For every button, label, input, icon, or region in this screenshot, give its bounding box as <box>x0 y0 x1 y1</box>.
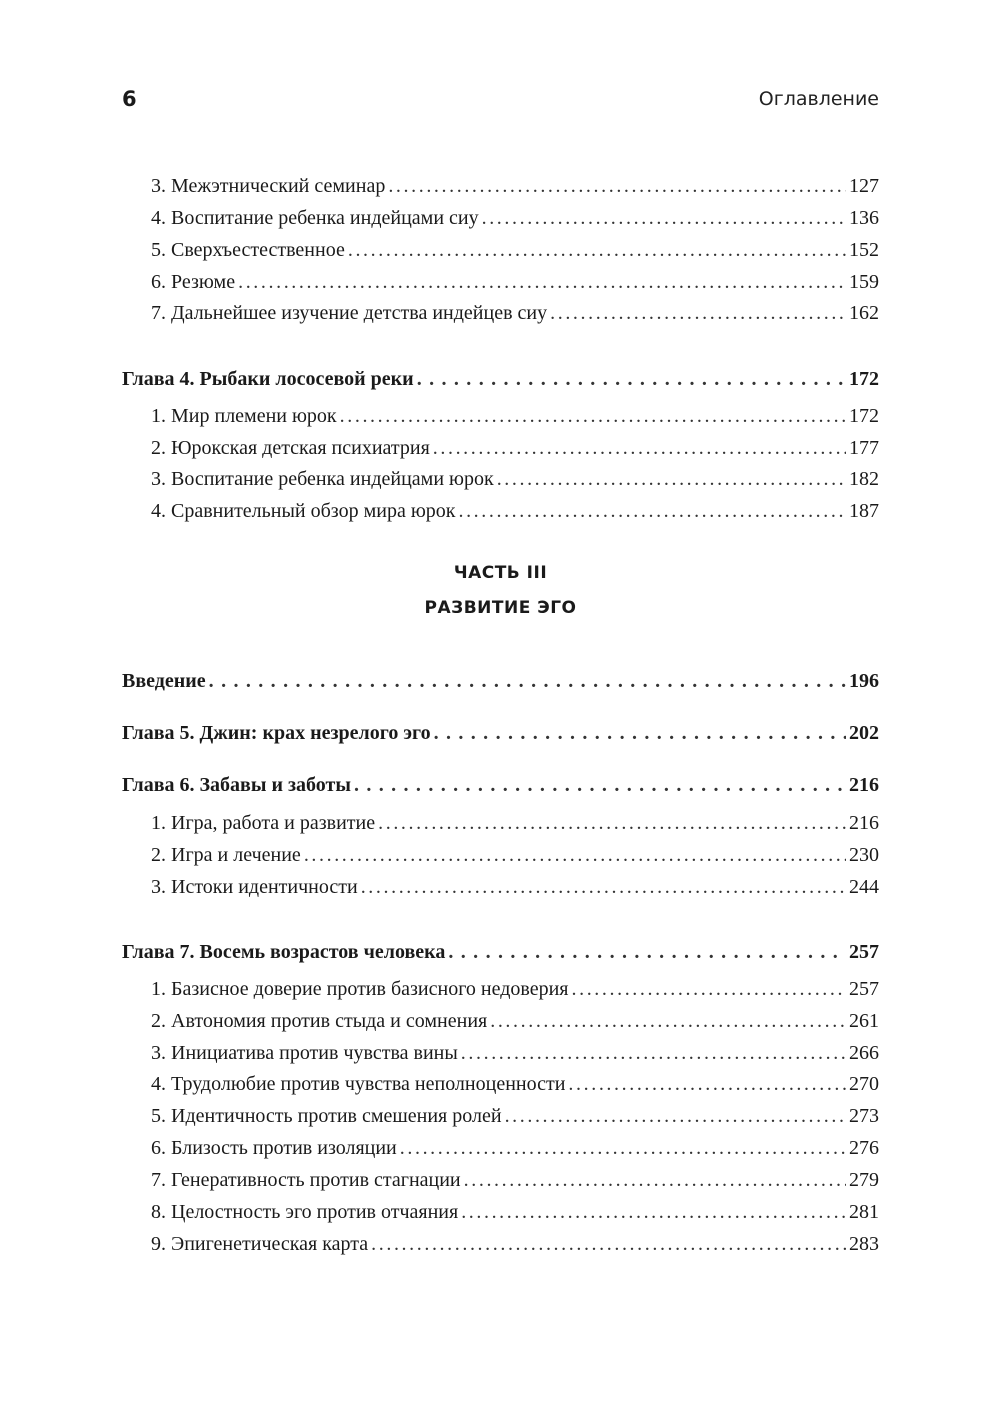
toc-entry-title: 1. Мир племени юрок <box>151 405 337 427</box>
dot-leader <box>464 1165 846 1195</box>
dot-leader <box>490 1006 846 1036</box>
toc-entry-title: 6. Резюме <box>151 271 236 293</box>
toc-introduction[interactable] <box>122 666 879 696</box>
dot-leader <box>417 364 846 394</box>
dot-leader <box>209 666 846 696</box>
toc-entry-title: 3. Истоки идентичности <box>151 876 358 898</box>
toc-entry-title: 1. Игра, работа и развитие <box>151 812 376 834</box>
dot-leader <box>448 937 846 967</box>
toc-entry-page: 136 <box>849 207 879 229</box>
toc-entry-page: 276 <box>849 1137 879 1159</box>
toc-chapter-title: Глава 7. Восемь возрастов человека <box>122 941 446 963</box>
dot-leader <box>361 872 846 902</box>
toc-entry-page: 187 <box>849 500 879 522</box>
toc-entry-page: 273 <box>849 1105 879 1127</box>
toc-entry-title: 2. Юрокская детская психиатрия <box>151 437 430 459</box>
toc-entry[interactable] <box>122 1006 879 1036</box>
toc-entry[interactable] <box>122 1197 879 1227</box>
dot-leader <box>304 840 846 870</box>
toc-entry-page: 244 <box>849 876 879 898</box>
toc-entry-title: 3. Инициатива против чувства вины <box>151 1042 458 1064</box>
toc-entry-page: 257 <box>849 978 879 1000</box>
toc-entry-title: 4. Трудолюбие против чувства неполноценности <box>151 1073 566 1095</box>
toc-entry-page: 127 <box>849 175 879 197</box>
dot-leader <box>400 1133 846 1163</box>
dot-leader <box>433 433 846 463</box>
toc-chapter-7[interactable] <box>122 937 879 967</box>
toc-entry-title: 1. Базисное доверие против базисного недоверия <box>151 978 569 1000</box>
toc-chapter-title: Глава 4. Рыбаки лососевой реки <box>122 368 414 390</box>
toc-chapter-page: 257 <box>849 941 879 963</box>
toc-entry[interactable] <box>122 433 879 463</box>
toc-entry-page: 281 <box>849 1201 879 1223</box>
dot-leader <box>354 770 846 800</box>
toc-entry-page: 172 <box>849 405 879 427</box>
toc-entry[interactable] <box>122 496 879 526</box>
toc-entry-title: 7. Дальнейшее изучение детства индейцев сиу <box>151 302 548 324</box>
dot-leader <box>505 1101 846 1131</box>
toc-entry[interactable] <box>122 267 879 297</box>
toc-entry[interactable] <box>122 171 879 201</box>
toc-entry-title: 8. Целостность эго против отчаяния <box>151 1201 459 1223</box>
dot-leader <box>482 203 846 233</box>
toc-chapter-title: Глава 6. Забавы и заботы <box>122 774 351 796</box>
toc-entry[interactable] <box>122 298 879 328</box>
dot-leader <box>572 974 847 1004</box>
toc-chapter-page: 202 <box>849 722 879 744</box>
toc-entry[interactable] <box>122 235 879 265</box>
toc-entry-page: 261 <box>849 1010 879 1032</box>
toc-chapter-5[interactable] <box>122 718 879 748</box>
toc-entry-page: 159 <box>849 271 879 293</box>
toc-entry-page: 216 <box>849 812 879 834</box>
toc-entry[interactable] <box>122 464 879 494</box>
toc-entry-title: 9. Эпигенетическая карта <box>151 1233 369 1255</box>
toc-entry-page: 270 <box>849 1073 879 1095</box>
toc-chapter-page: 216 <box>849 774 879 796</box>
toc-entry[interactable] <box>122 1069 879 1099</box>
toc-entry-title: 6. Близость против изоляции <box>151 1137 397 1159</box>
dot-leader <box>550 298 846 328</box>
toc-entry-page: 162 <box>849 302 879 324</box>
toc-chapter-4[interactable] <box>122 364 879 394</box>
toc-chapter-title: Введение <box>122 670 206 692</box>
toc-entry[interactable] <box>122 872 879 902</box>
toc-entry-title: 4. Воспитание ребенка индейцами сиу <box>151 207 479 229</box>
toc-entry[interactable] <box>122 808 879 838</box>
toc-entry[interactable] <box>122 401 879 431</box>
toc-chapter-title: Глава 5. Джин: крах незрелого эго <box>122 722 431 744</box>
toc-chapter-page: 196 <box>849 670 879 692</box>
dot-leader <box>378 808 846 838</box>
part-label: ЧАСТЬ III <box>453 563 548 583</box>
toc-entry[interactable] <box>122 1229 879 1259</box>
toc-entry-page: 182 <box>849 468 879 490</box>
dot-leader <box>458 496 846 526</box>
toc-chapter-page: 172 <box>849 368 879 390</box>
toc-entry[interactable] <box>122 1101 879 1131</box>
toc-entry[interactable] <box>122 1133 879 1163</box>
dot-leader <box>434 718 846 748</box>
toc-entry-page: 152 <box>849 239 879 261</box>
toc-entry[interactable] <box>122 203 879 233</box>
toc-entry-page: 283 <box>849 1233 879 1255</box>
dot-leader <box>371 1229 846 1259</box>
dot-leader <box>388 171 846 201</box>
dot-leader <box>461 1197 846 1227</box>
toc-entry-title: 3. Межэтнический семинар <box>151 175 386 197</box>
dot-leader <box>568 1069 846 1099</box>
dot-leader <box>497 464 846 494</box>
toc-entry[interactable] <box>122 974 879 1004</box>
running-title: Оглавление <box>758 88 879 110</box>
toc-entry-page: 266 <box>849 1042 879 1064</box>
toc-entry-title: 7. Генеративность против стагнации <box>151 1169 461 1191</box>
toc-entry-title: 5. Сверхъестественное <box>151 239 345 261</box>
toc-entry-title: 2. Автономия против стыда и сомнения <box>151 1010 488 1032</box>
dot-leader <box>340 401 846 431</box>
toc-entry-page: 177 <box>849 437 879 459</box>
toc-entry[interactable] <box>122 1165 879 1195</box>
dot-leader <box>348 235 846 265</box>
toc-entry-page: 279 <box>849 1169 879 1191</box>
toc-entry-title: 2. Игра и лечение <box>151 844 301 866</box>
toc-entry-title: 3. Воспитание ребенка индейцами юрок <box>151 468 494 490</box>
toc-entry[interactable] <box>122 1038 879 1068</box>
toc-entry-page: 230 <box>849 844 879 866</box>
toc-entry-title: 4. Сравнительный обзор мира юрок <box>151 500 456 522</box>
part-title: РАЗВИТИЕ ЭГО <box>424 598 577 618</box>
dot-leader <box>238 267 846 297</box>
dot-leader <box>461 1038 846 1068</box>
page-header <box>122 84 879 114</box>
toc-entry[interactable] <box>122 840 879 870</box>
page-number: 6 <box>122 87 137 111</box>
toc-chapter-6[interactable] <box>122 770 879 800</box>
toc-entry-title: 5. Идентичность против смешения ролей <box>151 1105 502 1127</box>
